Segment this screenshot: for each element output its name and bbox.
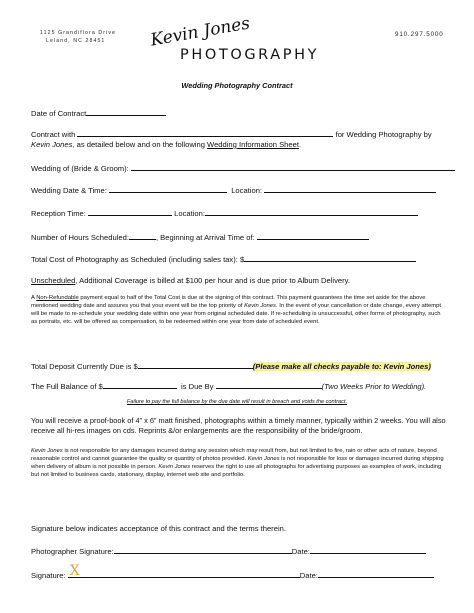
deposit-paragraph bbox=[31, 295, 443, 327]
wedding-date-field[interactable] bbox=[109, 185, 227, 193]
photographer-signature-label: Photographer Signature: bbox=[31, 547, 114, 556]
wedding-date-row bbox=[31, 185, 436, 195]
is-due-by-label: is Due By bbox=[181, 382, 214, 391]
contract-with-suffix: for Wedding Photography by bbox=[335, 130, 432, 139]
full-balance-label: The Full Balance of $ bbox=[31, 382, 103, 391]
date-of-contract-row bbox=[31, 108, 166, 118]
client-signature-label: Signature: bbox=[31, 571, 66, 580]
total-deposit-field[interactable] bbox=[138, 361, 253, 369]
total-deposit-label: Total Deposit Currently Due is $ bbox=[31, 362, 138, 371]
wedding-info-sheet-link[interactable]: Wedding Information Sheet bbox=[207, 140, 299, 149]
contract-with-label: Contract with bbox=[31, 130, 76, 139]
date-of-contract-field[interactable] bbox=[86, 108, 166, 116]
contract-with-end: . bbox=[298, 140, 302, 149]
deposit-para-text-2: In the event of your cancellation or date change, every attempt will be made to re-schedule your wedding date within one year from original scheduled date. If re-scheduling is unsuccessful, other forms of photography, such as portraits, etc. will be offered as compensation, to be redeemed within one year from date of scheduled event. bbox=[31, 302, 441, 325]
client-signature-row bbox=[31, 563, 434, 580]
photographer-date-label: Date: bbox=[291, 547, 310, 556]
contract-with-mid: , as detailed below and on the following bbox=[72, 140, 208, 149]
photographer-signature-row bbox=[31, 546, 426, 556]
date-of-contract-label: Date of Contract bbox=[31, 109, 87, 118]
unscheduled-word: Unscheduled bbox=[31, 276, 76, 285]
total-cost-row bbox=[31, 254, 416, 264]
hours-field[interactable] bbox=[129, 232, 156, 240]
total-cost-label: Total Cost of Photography as Scheduled (including sales tax): $ bbox=[31, 255, 245, 264]
non-refundable-text: Non-Refundable bbox=[36, 295, 79, 301]
reception-time-label: Reception Time: bbox=[31, 209, 86, 218]
liability-name-1: Kevin Jones bbox=[31, 448, 63, 454]
liability-text-1: is not responsible for any damages incurred during any session which may result from, but not limited to fire, rain or other acts of nature, beyond reasonable control and cannot guarantee the quality or quantity of photos provided. bbox=[31, 448, 437, 462]
document-title: Wedding Photography Contract bbox=[181, 81, 293, 90]
logo-script: Kevin Jones bbox=[149, 13, 252, 51]
photographer-signature-field[interactable] bbox=[114, 546, 292, 554]
liability-paragraph bbox=[31, 448, 445, 480]
location-field[interactable] bbox=[264, 185, 436, 193]
beginning-label: , Beginning at Arrival Time of: bbox=[155, 233, 255, 242]
wedding-of-row bbox=[31, 163, 455, 173]
hours-row bbox=[31, 232, 369, 242]
contract-with-row bbox=[31, 129, 432, 139]
two-weeks-note: (Two Weeks Prior to Wedding). bbox=[321, 382, 427, 391]
phone-number: 910.297.5000 bbox=[395, 31, 444, 38]
failure-note: Failure to pay the full balance by the due date will result in breach and voids the contract. bbox=[126, 399, 348, 405]
address-line-1: 1125 Grandiflora Drive bbox=[40, 30, 117, 36]
logo-word: PHOTOGRAPHY bbox=[180, 47, 320, 63]
reception-time-field[interactable] bbox=[88, 208, 172, 216]
contract-with-line2 bbox=[31, 140, 301, 149]
client-date-field[interactable] bbox=[318, 570, 434, 578]
wedding-of-field[interactable] bbox=[131, 163, 455, 171]
arrival-time-field[interactable] bbox=[257, 232, 369, 240]
due-by-field[interactable] bbox=[216, 381, 322, 389]
deposit-para-start: A bbox=[31, 295, 37, 301]
client-signature-field[interactable] bbox=[68, 563, 300, 579]
reception-location-label: Location: bbox=[174, 209, 205, 218]
reception-location-field[interactable] bbox=[205, 208, 418, 216]
deposit-para-text-1: payment equal to half of the Total Cost is due at the signing of this contract. This payment guarantees the time set aside for the above mentioned wedding date and assures you that your event will be the top priority of bbox=[31, 295, 426, 309]
total-deposit-row bbox=[31, 361, 431, 371]
photographer-date-field[interactable] bbox=[310, 546, 426, 554]
location-label: Location: bbox=[231, 186, 263, 195]
proofbook-paragraph: You will receive a proof-book of 4” x 6” matt finished, photographs within a timely manner, typically within 2 weeks. You will also receive all hi-res images on cds. Reprints &/or enlargements are the responsibility of the bride/groom. bbox=[31, 416, 446, 435]
wedding-date-label: Wedding Date & Time: bbox=[31, 186, 107, 195]
wedding-of-label: Wedding of (Bride & Groom): bbox=[31, 164, 129, 173]
liability-text-2: is not responsible for loss or damages incurred during shipping when delivery of album is not possible in person. bbox=[31, 455, 444, 470]
signature-x-mark: X bbox=[69, 563, 80, 579]
liability-name-2: Kevin Jones bbox=[247, 455, 280, 462]
address-line-2: Leland, NC 28451 bbox=[46, 38, 106, 44]
liability-name-3: Kevin Jones bbox=[158, 463, 191, 470]
reception-time-row bbox=[31, 208, 418, 218]
unscheduled-row bbox=[31, 276, 350, 285]
signature-intro: Signature below indicates acceptance of this contract and the terms therein. bbox=[31, 524, 286, 533]
client-date-label: Date: bbox=[299, 571, 318, 580]
deposit-para-name: Kevin Jones. bbox=[244, 302, 278, 309]
full-balance-field[interactable] bbox=[103, 381, 177, 389]
unscheduled-text: , Additional Coverage is billed at $100 per hour and is due prior to Album Delivery. bbox=[75, 276, 350, 285]
checks-note: (Please make all checks payable to: Kevin Jones) bbox=[252, 362, 431, 371]
full-balance-row bbox=[31, 381, 426, 391]
contract-with-field[interactable] bbox=[77, 129, 333, 137]
total-cost-field[interactable] bbox=[244, 254, 416, 262]
liability-text-3: reserves the right to use all photographs for advertising purposes as examples of work, including but not limited to business cards, stationary, display, internet web site and portfolio. bbox=[31, 463, 442, 478]
photographer-name: Kevin Jones bbox=[31, 140, 73, 149]
hours-label: Number of Hours Scheduled: bbox=[31, 233, 129, 242]
